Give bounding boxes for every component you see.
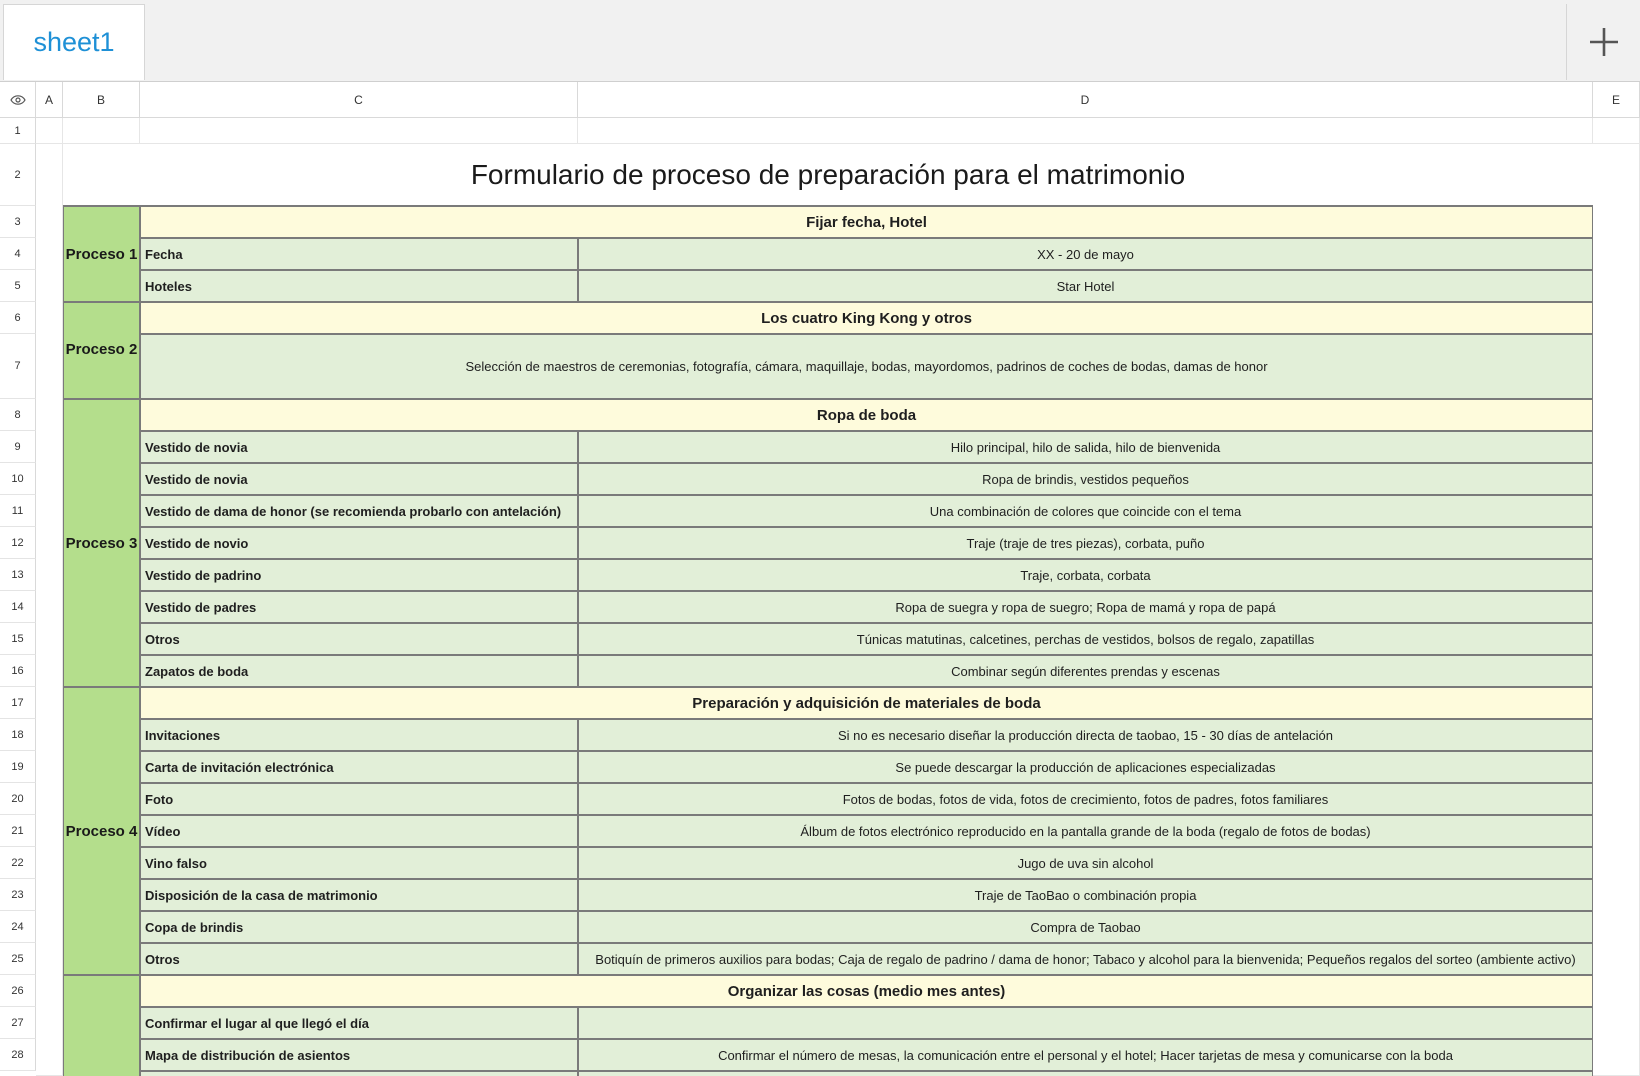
item-label[interactable]: Otros (140, 943, 578, 975)
process-2-label[interactable]: Proceso 2 (63, 302, 140, 399)
column-e-cells[interactable] (1593, 144, 1640, 1076)
item-value[interactable]: Traje, corbata, corbata (578, 559, 1593, 591)
process-4-label[interactable]: Proceso 4 (63, 687, 140, 975)
row-header[interactable]: 17 (0, 687, 36, 719)
item-label[interactable]: Otros (140, 623, 578, 655)
column-header-d[interactable]: D (578, 82, 1593, 118)
row-header[interactable]: 16 (0, 655, 36, 687)
process-3-header[interactable]: Ropa de boda (140, 399, 1593, 431)
row-header[interactable]: 10 (0, 463, 36, 495)
row-header[interactable]: 8 (0, 399, 36, 431)
item-label[interactable]: Vino falso (140, 847, 578, 879)
row-header[interactable]: 12 (0, 527, 36, 559)
process-3-label[interactable]: Proceso 3 (63, 399, 140, 687)
item-label[interactable]: Vestido de novia (140, 463, 578, 495)
item-value[interactable]: Botiquín de primeros auxilios para bodas; Caja de regalo de padrino / dama de honor; Tabaco y alcohol para la bienvenida; Pequeños regalos del sorteo (ambiente activo) (578, 943, 1593, 975)
spreadsheet-grid (0, 82, 1640, 1076)
row-header[interactable]: 25 (0, 943, 36, 975)
sheet-tab-sheet1[interactable] (3, 4, 145, 80)
column-header-c[interactable]: C (140, 82, 578, 118)
item-value[interactable]: Fotos de bodas, fotos de vida, fotos de crecimiento, fotos de padres, fotos familiares (578, 783, 1593, 815)
row-header[interactable]: 9 (0, 431, 36, 463)
row-header[interactable]: 19 (0, 751, 36, 783)
item-label[interactable]: Hoteles (140, 270, 578, 302)
row-header[interactable]: 6 (0, 302, 36, 334)
row-header[interactable]: 13 (0, 559, 36, 591)
item-label[interactable]: Vestido de novia (140, 431, 578, 463)
item-value[interactable]: Jugo de uva sin alcohol (578, 847, 1593, 879)
sheet-title[interactable]: Formulario de proceso de preparación para el matrimonio (63, 144, 1593, 206)
item-value[interactable] (578, 1007, 1593, 1039)
column-a-cells[interactable] (36, 144, 63, 1076)
item-value[interactable]: Si no es necesario diseñar la producción directa de taobao, 15 - 30 días de antelación (578, 719, 1593, 751)
item-value[interactable]: Traje (traje de tres piezas), corbata, puño (578, 527, 1593, 559)
item-label[interactable]: Confirmar el lugar al que llegó el día (140, 1007, 578, 1039)
item-value[interactable]: XX - 20 de mayo (578, 238, 1593, 270)
item-value[interactable]: Star Hotel (578, 270, 1593, 302)
item-label[interactable]: Fecha (140, 238, 578, 270)
item-value[interactable]: Traje de TaoBao o combinación propia (578, 879, 1593, 911)
row-header[interactable]: 21 (0, 815, 36, 847)
process-1-label[interactable]: Proceso 1 (63, 206, 140, 302)
process-2-value[interactable]: Selección de maestros de ceremonias, fotografía, cámara, maquillaje, bodas, mayordomos, padrinos de coches de bodas, damas de honor (140, 334, 1593, 399)
item-value[interactable]: Se puede descargar la producción de aplicaciones especializadas (578, 751, 1593, 783)
process-5-header[interactable]: Organizar las cosas (medio mes antes) (140, 975, 1593, 1007)
item-label[interactable] (140, 1071, 578, 1076)
item-value[interactable]: Ropa de suegra y ropa de suegro; Ropa de mamá y ropa de papá (578, 591, 1593, 623)
process-5-label[interactable] (63, 975, 140, 1076)
process-4-header[interactable]: Preparación y adquisición de materiales de boda (140, 687, 1593, 719)
row-header[interactable]: 18 (0, 719, 36, 751)
row-header[interactable]: 3 (0, 206, 36, 238)
item-value[interactable]: Una combinación de colores que coincide con el tema (578, 495, 1593, 527)
column-header-e[interactable]: E (1593, 82, 1640, 118)
item-label[interactable]: Mapa de distribución de asientos (140, 1039, 578, 1071)
item-label[interactable]: Zapatos de boda (140, 655, 578, 687)
row-header[interactable]: 4 (0, 238, 36, 270)
cell[interactable] (36, 118, 63, 144)
item-label[interactable]: Invitaciones (140, 719, 578, 751)
cell[interactable] (140, 118, 578, 144)
column-header-a[interactable]: A (36, 82, 63, 118)
item-value[interactable]: Combinar según diferentes prendas y escenas (578, 655, 1593, 687)
item-value[interactable]: Hilo principal, hilo de salida, hilo de bienvenida (578, 431, 1593, 463)
item-label[interactable]: Vestido de padres (140, 591, 578, 623)
row-header[interactable]: 14 (0, 591, 36, 623)
row-header[interactable]: 5 (0, 270, 36, 302)
row-header[interactable]: 11 (0, 495, 36, 527)
process-1-header[interactable]: Fijar fecha, Hotel (140, 206, 1593, 238)
item-label[interactable]: Vestido de novio (140, 527, 578, 559)
cell[interactable] (1593, 118, 1640, 144)
plus-icon (1587, 25, 1621, 59)
select-all-corner[interactable] (0, 82, 36, 118)
process-2-header[interactable]: Los cuatro King Kong y otros (140, 302, 1593, 334)
sheet-tab-bar (0, 0, 1640, 82)
row-header[interactable]: 20 (0, 783, 36, 815)
item-value[interactable]: Compra de Taobao (578, 911, 1593, 943)
row-header[interactable]: 28 (0, 1039, 36, 1071)
row-header[interactable]: 15 (0, 623, 36, 655)
eye-icon (10, 95, 26, 105)
row-header[interactable]: 24 (0, 911, 36, 943)
item-value[interactable]: Túnicas matutinas, calcetines, perchas de vestidos, bolsos de regalo, zapatillas (578, 623, 1593, 655)
row-header[interactable]: 27 (0, 1007, 36, 1039)
item-value[interactable]: Álbum de fotos electrónico reproducido en la pantalla grande de la boda (regalo de fotos de bodas) (578, 815, 1593, 847)
item-label[interactable]: Vídeo (140, 815, 578, 847)
row-header[interactable]: 23 (0, 879, 36, 911)
cell[interactable] (63, 118, 140, 144)
row-header[interactable]: 7 (0, 334, 36, 399)
row-header[interactable]: 26 (0, 975, 36, 1007)
item-value[interactable]: Ropa de brindis, vestidos pequeños (578, 463, 1593, 495)
row-header[interactable]: 22 (0, 847, 36, 879)
item-label[interactable]: Carta de invitación electrónica (140, 751, 578, 783)
column-header-b[interactable]: B (63, 82, 140, 118)
add-sheet-button[interactable] (1566, 4, 1640, 80)
item-label[interactable]: Vestido de padrino (140, 559, 578, 591)
item-label[interactable]: Vestido de dama de honor (se recomienda probarlo con antelación) (140, 495, 578, 527)
cell[interactable] (578, 118, 1593, 144)
row-header[interactable]: 1 (0, 118, 36, 144)
sheet-tab-label: sheet1 (33, 27, 115, 57)
item-label[interactable]: Foto (140, 783, 578, 815)
row-header[interactable]: 2 (0, 144, 36, 206)
item-label[interactable]: Copa de brindis (140, 911, 578, 943)
item-value[interactable] (578, 1071, 1593, 1076)
item-value[interactable]: Confirmar el número de mesas, la comunicación entre el personal y el hotel; Hacer tarjetas de mesa y comunicarse con la boda (578, 1039, 1593, 1071)
item-label[interactable]: Disposición de la casa de matrimonio (140, 879, 578, 911)
